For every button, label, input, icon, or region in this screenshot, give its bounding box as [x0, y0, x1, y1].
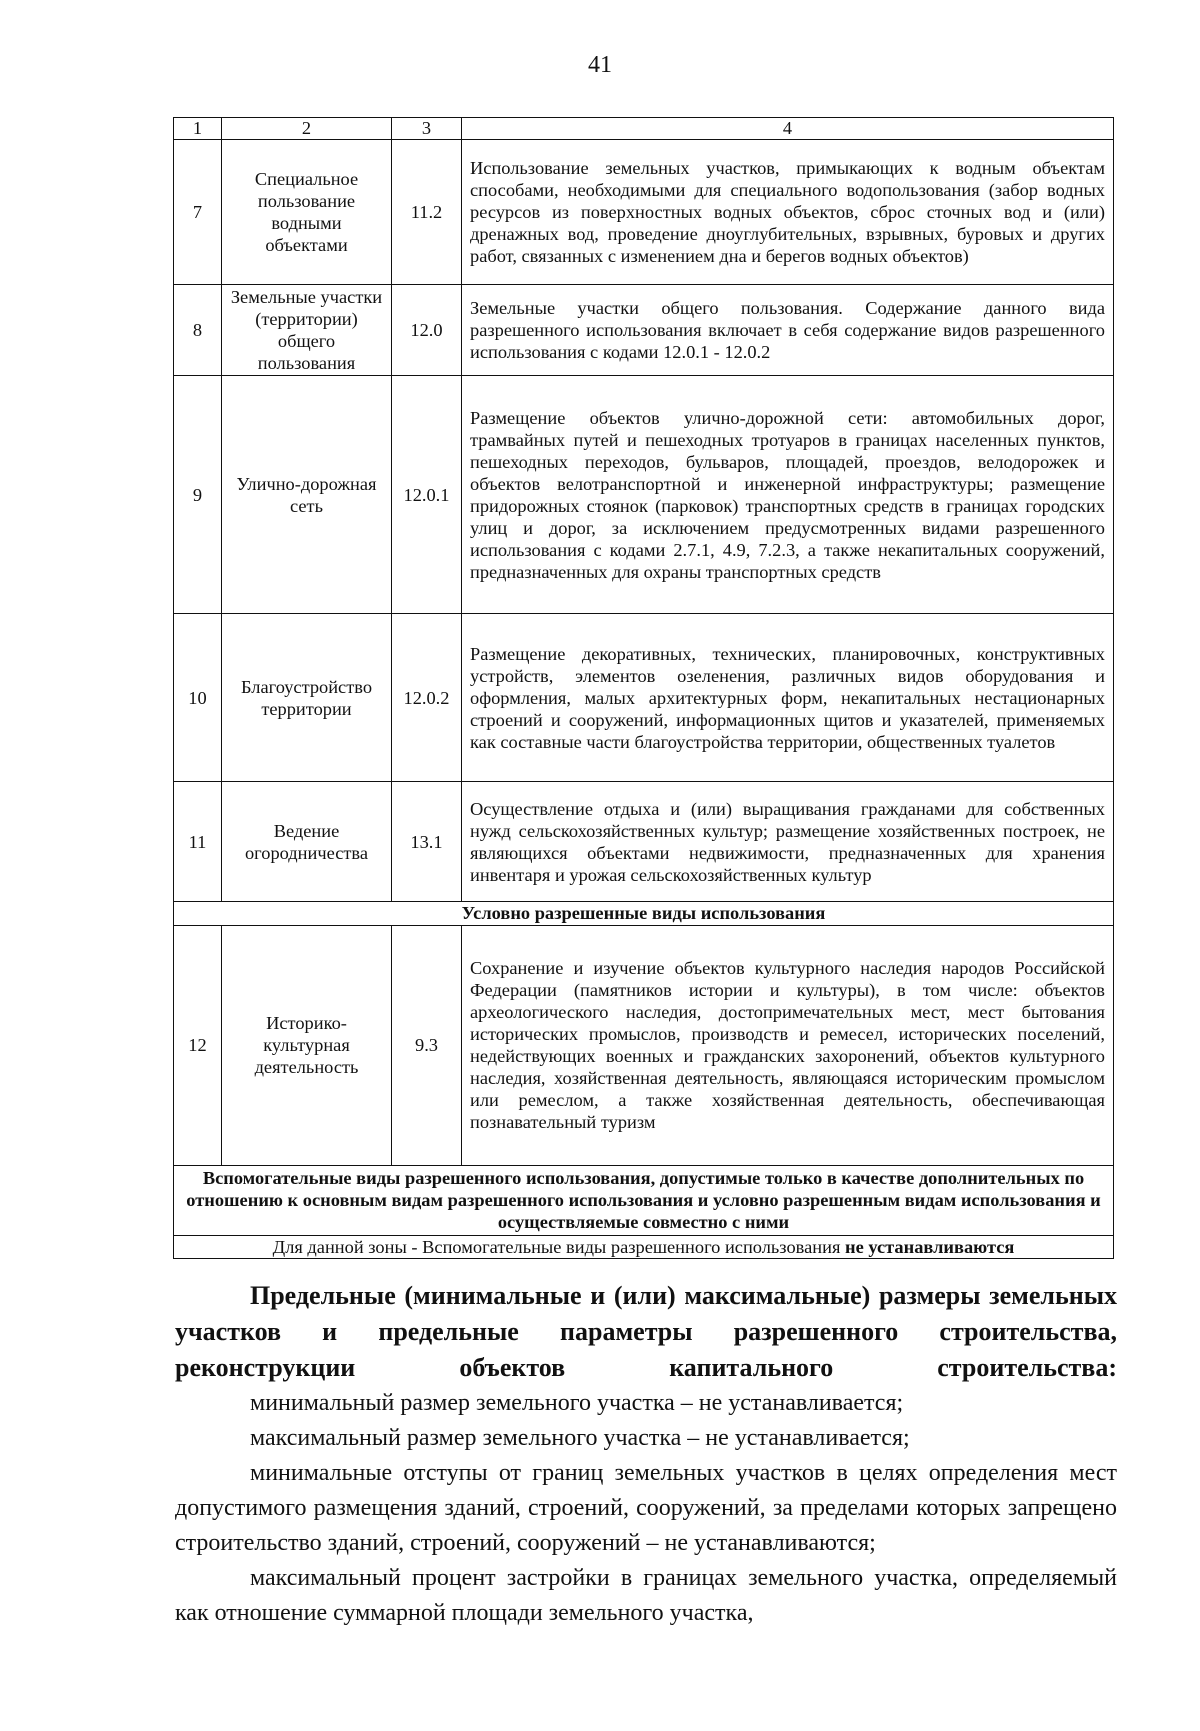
header-col-2: 2 — [222, 118, 392, 140]
conditional-uses-title: Условно разрешенные виды использования — [174, 902, 1114, 925]
use-type-name: Благоустройство территории — [222, 614, 392, 782]
land-use-table — [173, 117, 1114, 1259]
use-type-code: 12.0.2 — [392, 614, 462, 782]
paragraph: минимальный размер земельного участка – не устанавливается; — [250, 1390, 904, 1416]
parameters-section — [175, 1278, 1117, 1631]
paragraph: максимальный процент застройки в границах земельного участка, определяемый как отношение суммарной площади земельного участка, — [175, 1565, 1117, 1626]
table-row — [174, 782, 1114, 902]
row-number: 8 — [174, 285, 222, 376]
use-type-name: Ведение огородничества — [222, 782, 392, 902]
parameters-heading: Предельные (минимальные и (или) максимальные) размеры земельных участков и предельные параметры разрешенного строительства, реконструкции объектов капитального строительства: — [175, 1281, 1117, 1382]
use-type-code: 12.0.1 — [392, 376, 462, 614]
table-row — [174, 376, 1114, 614]
use-type-name: Земельные участки (территории) общего пользования — [222, 285, 392, 376]
use-type-description: Использование земельных участков, примыкающих к водным объектам способами, необходимыми для специального водопользования (забор водных ресурсов из поверхностных водных объектов, сброс сточных вод и (или) дренажных вод, проведение дноуглубительных, взрывных, буровых и других работ, связанных с изменением дна и берегов водных объектов) — [462, 140, 1114, 285]
auxiliary-note-row — [174, 1235, 1114, 1258]
use-type-code: 11.2 — [392, 140, 462, 285]
use-type-name: Историко-культурная деятельность — [222, 925, 392, 1165]
table-row — [174, 925, 1114, 1165]
paragraph: минимальные отступы от границ земельных участков в целях определения мест допустимого размещения зданий, строений, сооружений, за пределами которых запрещено строительство зданий, строений, сооружений – не устанавливаются; — [175, 1460, 1117, 1556]
paragraph: максимальный размер земельного участка – не устанавливается; — [250, 1425, 910, 1451]
row-number: 9 — [174, 376, 222, 614]
use-type-description: Сохранение и изучение объектов культурного наследия народов Российской Федерации (памятников истории и культуры), в том числе: объектов археологического наследия, достопримечательных мест, мест бытования исторических промыслов, производств и ремесел, исторических поселений, недействующих военных и гражданских захоронений, объектов культурного наследия, хозяйственная деятельность, являющаяся историческим промыслом или ремеслом, а также хозяйственная деятельность, обеспечивающая познавательный туризм — [462, 925, 1114, 1165]
row-number: 12 — [174, 925, 222, 1165]
use-type-description: Осуществление отдыха и (или) выращивания гражданами для собственных нужд сельскохозяйственных культур; размещение хозяйственных построек, не являющихся объектами недвижимости, предназначенных для хранения инвентаря и урожая сельскохозяйственных культур — [462, 782, 1114, 902]
row-number: 11 — [174, 782, 222, 902]
table-row — [174, 140, 1114, 285]
section-row-conditional — [174, 902, 1114, 925]
auxiliary-uses-title: Вспомогательные виды разрешенного использования, допустимые только в качестве дополнительных по отношению к основным видам разрешенного использования и условно разрешенным видам использования и осуществляемые совместно с ними — [174, 1165, 1114, 1235]
use-type-code: 12.0 — [392, 285, 462, 376]
use-type-name: Улично-дорожная сеть — [222, 376, 392, 614]
header-col-3: 3 — [392, 118, 462, 140]
row-number: 10 — [174, 614, 222, 782]
auxiliary-note-emphasis: не устанавливаются — [845, 1236, 1015, 1257]
table-header-row — [174, 118, 1114, 140]
table-row — [174, 285, 1114, 376]
page-number: 41 — [588, 52, 612, 78]
use-type-code: 13.1 — [392, 782, 462, 902]
use-type-description: Размещение объектов улично-дорожной сети: автомобильных дорог, трамвайных путей и пешеходных тротуаров в границах населенных пунктов, пешеходных переходов, бульваров, площадей, проездов, велодорожек и объектов велотранспортной и инженерной инфраструктуры; размещение придорожных стоянок (парковок) транспортных средств в границах городских улиц и дорог, за исключением предусмотренных видами разрешенного использования с кодами 2.7.1, 4.9, 7.2.3, а также некапитальных сооружений, предназначенных для охраны транспортных средств — [462, 376, 1114, 614]
header-col-4: 4 — [462, 118, 1114, 140]
table-row — [174, 614, 1114, 782]
use-type-name: Специальное пользование водными объектами — [222, 140, 392, 285]
section-row-auxiliary — [174, 1165, 1114, 1235]
row-number: 7 — [174, 140, 222, 285]
use-type-code: 9.3 — [392, 925, 462, 1165]
auxiliary-note — [174, 1235, 1114, 1258]
use-type-description: Размещение декоративных, технических, планировочных, конструктивных устройств, элементов озеленения, различных видов оборудования и оформления, малых архитектурных форм, некапитальных нестационарных строений и сооружений, информационных щитов и указателей, применяемых как составные части благоустройства территории, общественных туалетов — [462, 614, 1114, 782]
header-col-1: 1 — [174, 118, 222, 140]
auxiliary-note-prefix: Для данной зоны - Вспомогательные виды разрешенного использования — [272, 1236, 846, 1257]
use-type-description: Земельные участки общего пользования. Содержание данного вида разрешенного использования включает в себя содержание видов разрешенного использования с кодами 12.0.1 - 12.0.2 — [462, 285, 1114, 376]
